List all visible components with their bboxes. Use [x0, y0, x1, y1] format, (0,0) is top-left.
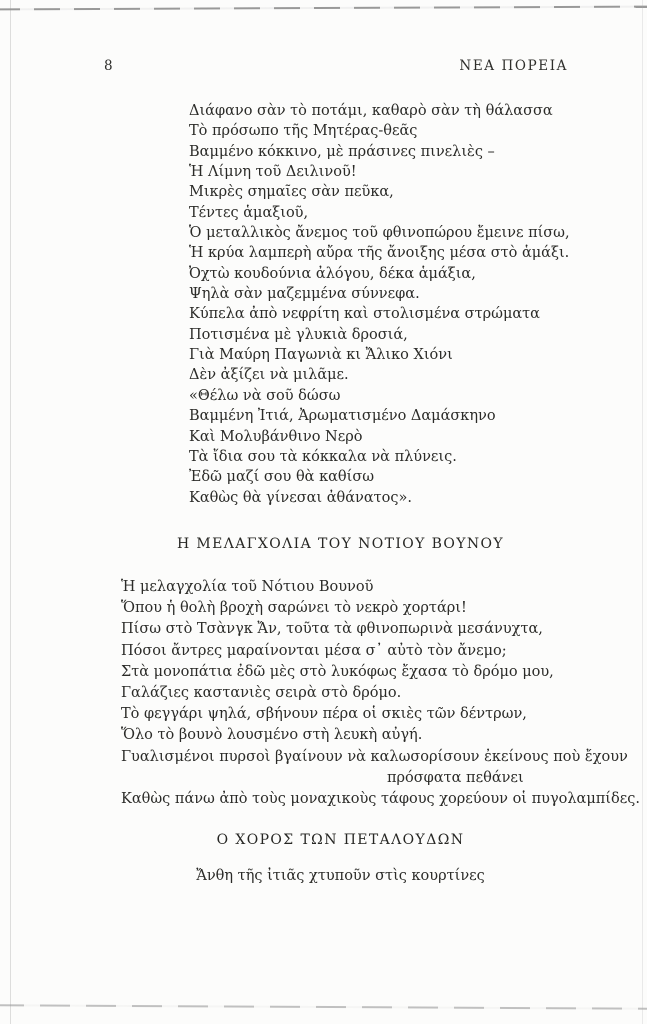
verse-line: Μικρὲς σημαῖες σὰν πεῦκα, — [189, 184, 394, 201]
poem-dance-of-butterflies — [34, 866, 647, 887]
verse-line: Γιὰ Μαύρη Παγωνιὰ κι Ἄλικο Χιόνι — [189, 347, 453, 364]
verse-line: Τὸ φεγγάρι ψηλά, σβήνουν πέρα οἱ σκιὲς τῶν δέντρων, — [121, 706, 527, 723]
poem-untitled-continuation — [189, 101, 570, 508]
verse-line: Βαμμένο κόκκινο, μὲ πράσινες πινελιὲς – — [189, 143, 495, 160]
verse-line: «Θέλω νὰ σοῦ δώσω — [189, 387, 341, 404]
verse-line: Δὲν ἀξίζει νὰ μιλᾶμε. — [189, 367, 349, 384]
verse-line: Τὰ ἴδια σου τὰ κόκκαλα νὰ πλύνεις. — [189, 448, 457, 465]
verse-line: Ὅπου ἡ θολὴ βροχὴ σαρώνει τὸ νεκρὸ χορτάρι! — [121, 600, 467, 617]
section-title-dance-of-butterflies: Ο ΧΟΡΟΣ ΤΩΝ ΠΕΤΑΛΟΥΔΩΝ — [216, 832, 465, 848]
verse-line: Καὶ Μολυβάνθινο Νερὸ — [189, 428, 363, 445]
verse-line: Ὁ μεταλλικὸς ἄνεμος τοῦ φθινοπώρου ἔμεινε πίσω, — [189, 225, 570, 242]
journal-title: ΝΕΑ ΠΟΡΕΙΑ — [459, 58, 568, 74]
verse-line: Καθὼς πάνω ἀπὸ τοὺς μοναχικοὺς τάφους χορεύουν οἱ πυγολαμπίδες. — [121, 791, 640, 808]
verse-line: Ἡ κρύα λαμπερὴ αὔρα τῆς ἄνοιξης μέσα στὸ ἁμάξι. — [189, 245, 570, 262]
scan-edge-top-line — [0, 6, 647, 11]
verse-line: Ἡ Λίμνη τοῦ Δειλινοῦ! — [189, 164, 357, 181]
page-number: 8 — [104, 58, 114, 74]
verse-line: Ποτισμένα μὲ γλυκιὰ δροσιά, — [189, 326, 408, 343]
verse-line: Βαμμένη Ἰτιά, Ἀρωματισμένο Δαμάσκηνο — [189, 408, 496, 425]
verse-line: Γαλάζιες καστανιὲς σειρὰ στὸ δρόμο. — [121, 685, 402, 702]
verse-line: Καθὼς θὰ γίνεσαι ἀθάνατος». — [189, 489, 412, 506]
verse-line: Ἡ μελαγχολία τοῦ Νότιου Βουνοῦ — [121, 579, 374, 595]
verse-line: Τέντες ἁμαξιοῦ, — [189, 204, 309, 221]
verse-line: Ὅλο τὸ βουνὸ λουσμένο στὴ λευκὴ αὐγή. — [121, 727, 423, 744]
scan-edge-bottom-line — [0, 1004, 647, 1009]
verse-line: Διάφανο σὰν τὸ ποτάμι, καθαρὸ σὰν τὴ θάλασσα — [189, 103, 553, 119]
verse-line: Κύπελα ἀπὸ νεφρίτη καὶ στολισμένα στρώματα — [189, 306, 540, 323]
running-header — [104, 58, 568, 74]
verse-line: Ὀχτὼ κουδούνια ἀλόγου, δέκα ἁμάξια, — [189, 265, 476, 282]
verse-line: Πόσοι ἄντρες μαραίνονται μέσα σ᾽ αὐτὸ τὸν ἄνεμο; — [121, 642, 507, 659]
verse-line: Ἐδῶ μαζί σου θὰ καθίσω — [189, 469, 375, 486]
verse-line: Ἄνθη τῆς ἰτιᾶς χτυποῦν στὶς κουρτίνες — [196, 868, 485, 884]
verse-line: Ψηλὰ σὰν μαζεμμένα σύννεφα. — [189, 286, 420, 303]
section-title-melancholy-of-south-mountain: Η ΜΕΛΑΓΧΟΛΙΑ ΤΟΥ ΝΟΤΙΟΥ ΒΟΥΝΟΥ — [176, 536, 505, 552]
poem-melancholy-of-south-mountain — [121, 577, 640, 810]
scan-edge-left-line — [10, 0, 11, 1024]
verse-line: Γυαλισμένοι πυρσοὶ βγαίνουν νὰ καλωσορίσουν ἐκείνους ποὺ ἔχουν — [121, 748, 628, 765]
verse-line: Πίσω στὸ Τσὰνγκ Ἄν, τοῦτα τὰ φθινοπωρινὰ μεσάνυχτα, — [121, 621, 543, 638]
verse-line-runover: πρόσφατα πεθάνει — [387, 769, 524, 786]
verse-line: Στὰ μονοπάτια ἐδῶ μὲς στὸ λυκόφως ἔχασα τὸ δρόμο μου, — [121, 663, 554, 680]
verse-line: Τὸ πρόσωπο τῆς Μητέρας-θεᾶς — [189, 123, 418, 140]
